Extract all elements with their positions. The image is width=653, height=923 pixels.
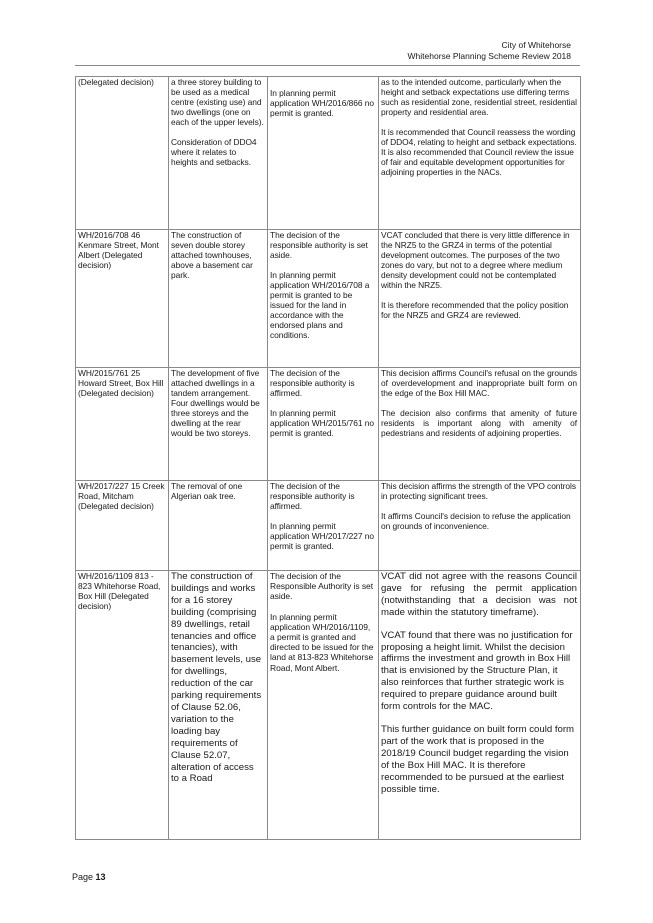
proposal-cell [169,230,268,368]
vcat-decision-cell [268,368,379,481]
page-label: Page [72,872,94,882]
comment-cell [379,368,581,481]
cell-text: The decision of the Responsible Authority is set aside. [270,571,374,602]
vcat-decision-cell [268,230,379,368]
cell-text: (Delegated decision) [78,77,154,87]
cell-text: In planning permit application WH/2015/761 no permit is granted. [270,408,374,439]
comment-cell [379,230,581,368]
vcat-decision-cell [268,77,379,230]
cell-text: This decision affirms Council's refusal on the grounds of overdevelopment and inappropriate built form on the edge of the Box Hill MAC. [381,368,577,399]
cell-text: It is recommended that Council reassess the wording of DDO4, relating to height and setback expectations. It is also recommended that Council review the issue of fair and equitable development opportunities for adjoining properties in the NACs. [381,127,577,178]
cell-text: The decision of the responsible authority is affirmed. [270,481,355,512]
header-organisation: City of Whitehorse [501,40,571,50]
application-cell [76,368,169,481]
cell-text: This decision affirms the strength of the VPO controls in protecting significant trees. [381,481,576,502]
cell-text: The construction of buildings and works for a 16 storey building (comprising 89 dwellings, retail tenancies and office tenancies), with basement levels, use for dwellings, reduction of the car parking requirements of Clause 52.06, variation to the loading bay requirements of Clause 52.07, alteration of access to a Road [171,571,262,785]
cell-text: Consideration of DDO4 where it relates to heights and setbacks. [171,137,257,168]
cell-text: The decision of the responsible authority is affirmed. [270,368,355,399]
cell-text: The decision also confirms that amenity of future residents is important along with amenity of pedestrians and residents of adjoining properties. [381,408,577,439]
cell-text: In planning permit application WH/2016/708 a permit is granted to be issued for the land in accordance with the endorsed plans and conditions. [270,270,370,341]
proposal-cell [169,481,268,571]
proposal-cell [169,368,268,481]
vcat-decisions-table [75,76,581,840]
table-row [76,77,581,230]
table-row [76,368,581,481]
cell-text: VCAT did not agree with the reasons Council gave for refusing the permit application (notwithstanding that a decision was not made within the statutory timeframe). [381,571,577,618]
cell-text: WH/2015/761 25 Howard Street, Box Hill (Delegated decision) [78,368,164,399]
cell-text: In planning permit application WH/2016/1109, a permit is granted and directed to be issued for the land at 813-823 Whitehorse Road, Mont Albert. [270,611,374,673]
cell-text: This further guidance on built form could form part of the work that is proposed in the 2018/19 Council budget regarding the vision of the Box Hill MAC. It is therefore recommended to be pursued at the earliest possible time. [381,723,575,795]
cell-text: It affirms Council's decision to refuse the application on grounds of inconvenience. [381,511,571,532]
cell-text: The construction of seven double storey attached townhouses, above a basement car park. [171,230,253,281]
vcat-decision-cell [268,481,379,571]
table-row [76,230,581,368]
cell-text: as to the intended outcome, particularly when the height and setback expectations use differing terms such as residential zone, residential street, residential property and residential area. [381,77,577,118]
proposal-cell [169,77,268,230]
comment-cell [379,77,581,230]
cell-text: WH/2017/227 15 Creek Road, Mitcham (Delegated decision) [78,481,165,512]
cell-text: VCAT found that there was no justification for proposing a height limit. Whilst the decision affirms the investment and growth in Box Hill that is envisioned by the Structure Plan, it also reinforces that further strategic work is required to prepare guidance around built form controls for the MAC. [381,629,573,713]
cell-text: It is therefore recommended that the policy position for the NRZ5 and GRZ4 are reviewed. [381,300,569,321]
application-cell [76,77,169,230]
table-row [76,481,581,571]
cell-text: a three storey building to be used as a medical centre (existing use) and two dwellings (one on each of the upper levels). [171,77,264,128]
comment-cell [379,481,581,571]
cell-text: The development of five attached dwellings in a tandem arrangement. Four dwellings would be three storeys and the dwelling at the rear would be two storeys. [171,368,260,439]
cell-text: The removal of one Algerian oak tree. [171,481,243,502]
vcat-decision-cell [268,571,379,840]
proposal-cell [169,571,268,840]
cell-text: WH/2016/1109 813 - 823 Whitehorse Road, Box Hill (Delegated decision) [78,571,161,612]
comment-cell [379,571,581,840]
cell-text: In planning permit application WH/2016/866 no permit is granted. [270,88,374,119]
cell-text: VCAT concluded that there is very little difference in the NRZ5 to the GRZ4 in terms of the potential development outcomes. The purposes of the two zones do vary, but not to a degree where medium density development could not be contemplated within the NRZ5. [381,230,570,291]
table-row [76,571,581,840]
application-cell [76,230,169,368]
cell-text: WH/2016/708 46 Kenmare Street, Mont Albert (Delegated decision) [78,230,159,271]
page-number: 13 [95,872,106,882]
cell-text: In planning permit application WH/2017/227 no permit is granted. [270,521,374,552]
header-rule [75,65,580,66]
cell-text: The decision of the responsible authority is set aside. [270,230,368,261]
header-document-title: Whitehorse Planning Scheme Review 2018 [407,50,571,61]
application-cell [76,571,169,840]
page-footer [72,872,106,882]
application-cell [76,481,169,571]
page-header [408,40,571,61]
